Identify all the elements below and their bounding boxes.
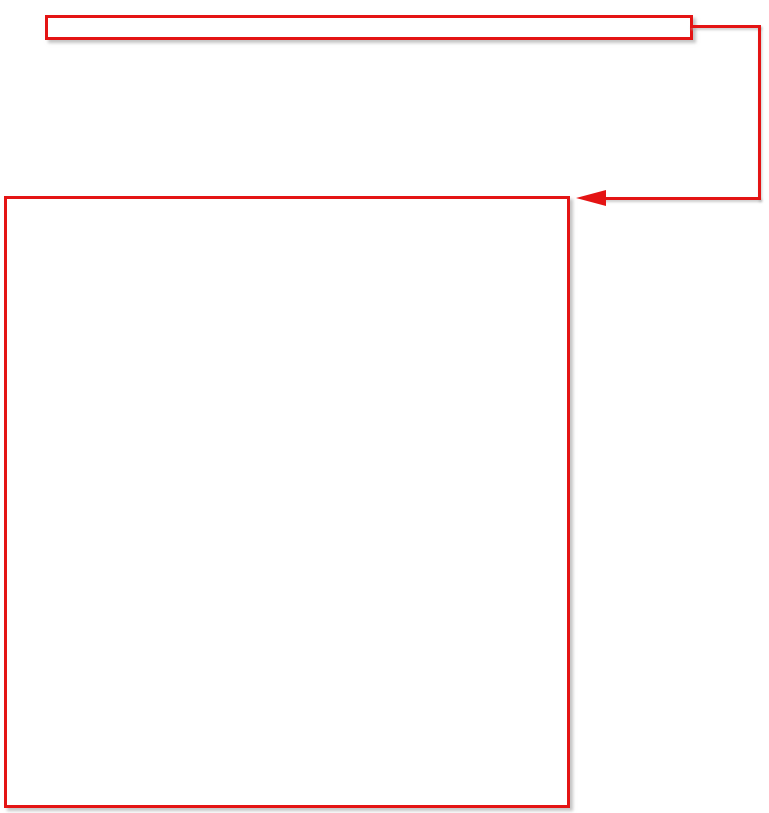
xref-arrow-top-segment [690, 25, 761, 28]
code-listing-box [4, 196, 570, 808]
xref-arrow-bottom-segment [600, 197, 761, 200]
xref-arrow-vertical-segment [758, 25, 761, 200]
xref-arrowhead-icon [576, 190, 606, 206]
highlight-box-off-40e340 [45, 15, 693, 40]
